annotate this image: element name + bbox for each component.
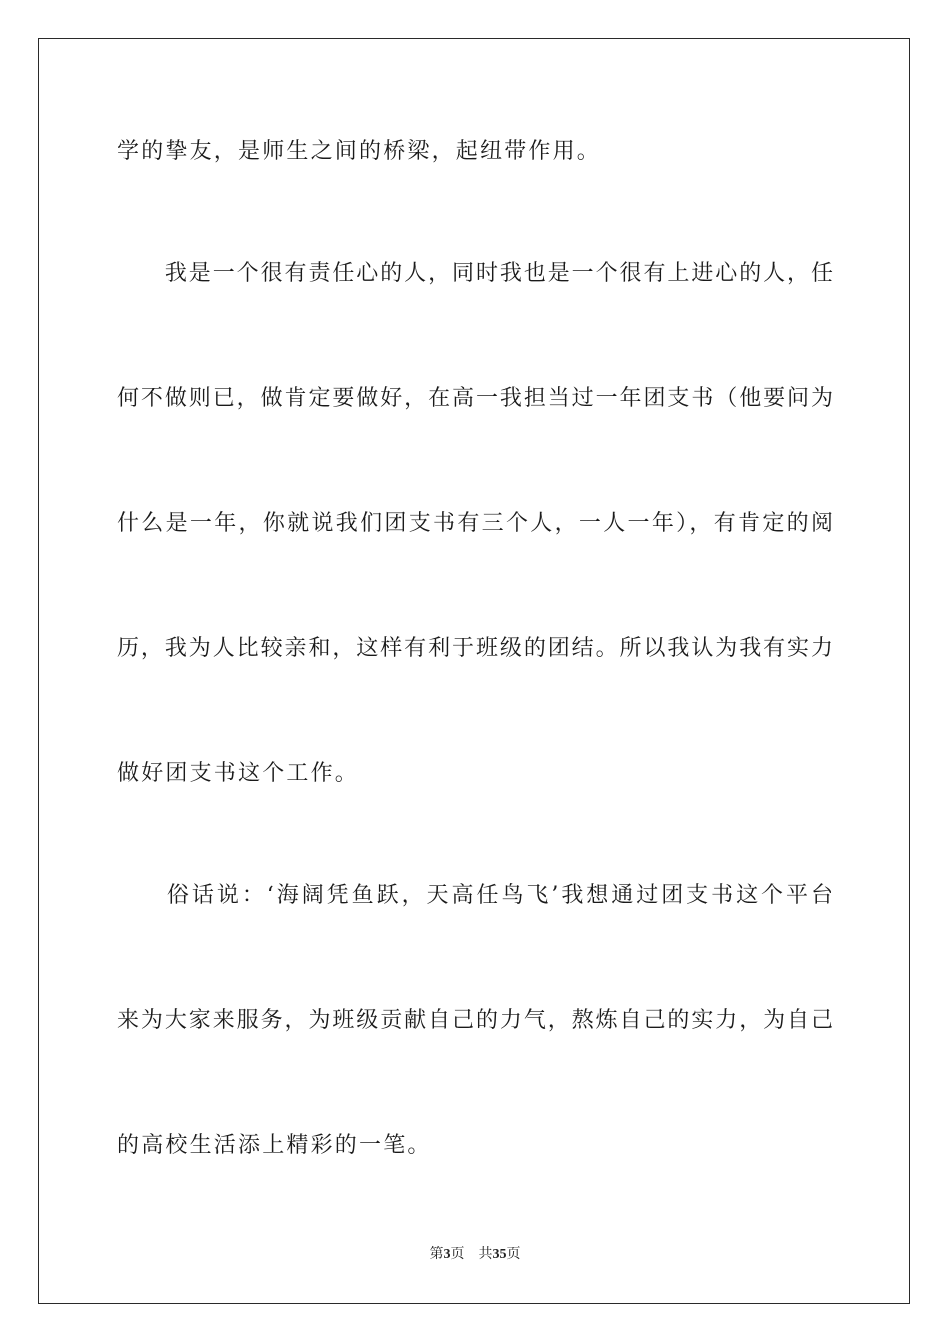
text-line-9: 的高校生活添上精彩的一笔。 [117,1133,432,1158]
text-line-4: 什么是一年，你就说我们团支书有三个人，一人一年），有肯定的阅 [117,511,833,536]
text-line-3: 何不做则已，做肯定要做好，在高一我担当过一年团支书（他要问为 [117,386,833,411]
text-line-5: 历，我为人比较亲和，这样有利于班级的团结。所以我认为我有实力 [117,636,833,661]
page-footer [0,1244,950,1265]
footer-total-prefix: 共 [478,1246,493,1262]
footer-page-prefix: 第 [429,1246,444,1262]
text-line-6: 做好团支书这个工作。 [117,761,360,786]
footer-page-number: 3 [443,1247,451,1262]
footer-total-number: 35 [492,1247,507,1262]
footer-total-suffix: 页 [506,1246,521,1262]
text-line-7: 俗话说：‘海阔凭鱼跃，天高任鸟飞’我想通过团支书这个平台 [117,883,833,908]
text-line-2: 我是一个很有责任心的人，同时我也是一个很有上进心的人，任 [117,261,833,286]
page-border [38,38,910,1304]
footer-page-suffix: 页 [450,1246,465,1262]
text-line-1: 学的挚友，是师生之间的桥梁，起纽带作用。 [117,139,602,164]
text-line-8: 来为大家来服务，为班级贡献自己的力气，熬炼自己的实力，为自己 [117,1008,833,1033]
